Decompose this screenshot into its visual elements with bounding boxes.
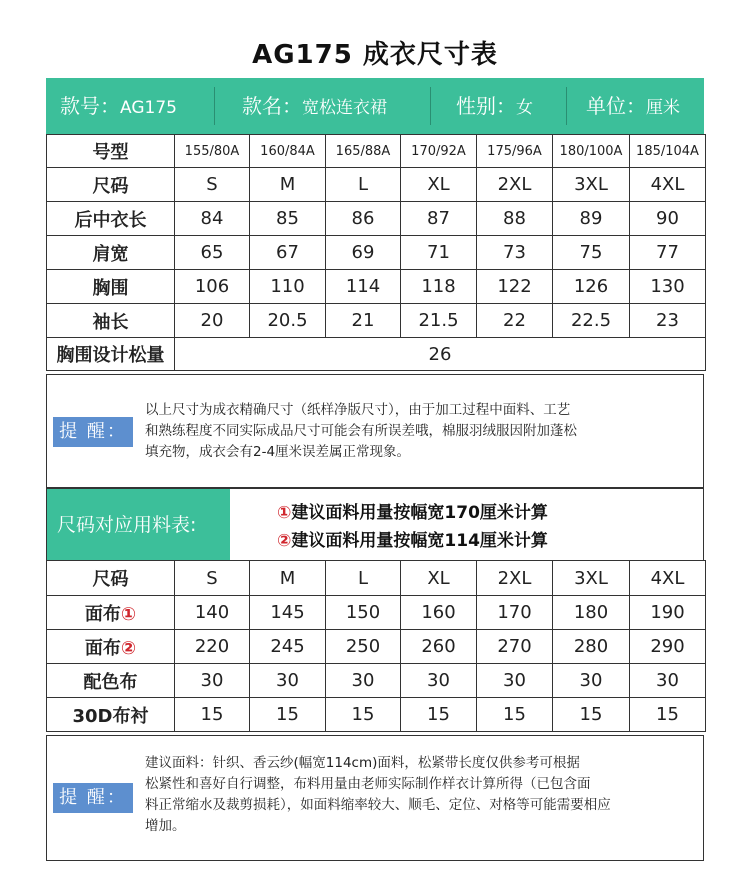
- value-cell: 22: [477, 304, 553, 338]
- reminder-line: 增加。: [145, 818, 186, 834]
- row-label-text: 面布: [84, 637, 121, 659]
- row-label: 尺码: [47, 561, 175, 596]
- row-label: 30D布衬: [47, 698, 175, 732]
- value-cell: 114: [326, 270, 401, 304]
- table-row-bust-ease: [47, 338, 706, 371]
- value-cell: 15: [630, 698, 706, 732]
- value-cell: 88: [477, 202, 553, 236]
- table-row-size: [47, 168, 706, 202]
- value-cell: 30: [326, 664, 401, 698]
- fabric-table: [46, 560, 706, 732]
- fabric-row-interfacing: [47, 698, 706, 732]
- value-cell: 30: [630, 664, 706, 698]
- value-cell: 84: [175, 202, 250, 236]
- size-cell: 2XL: [477, 168, 553, 202]
- value-cell: 290: [630, 630, 706, 664]
- value-cell: 250: [326, 630, 401, 664]
- model-cell: 185/104A: [630, 135, 706, 168]
- unit-label: 单位：: [586, 94, 646, 118]
- table-row-back-length: [47, 202, 706, 236]
- circle-two-mark: ②: [120, 637, 137, 659]
- value-cell: 75: [553, 236, 630, 270]
- value-cell: 260: [401, 630, 477, 664]
- style-name-value: 宽松连衣裙: [302, 98, 387, 118]
- reminder-tag: 提 醒：: [53, 783, 133, 813]
- fabric-reminder-note: [46, 735, 704, 861]
- value-cell: 118: [401, 270, 477, 304]
- band-divider: [566, 87, 567, 125]
- reminder-line: 松紧性和喜好自行调整，布料用量由老师实际制作样衣计算所得（已包含面: [145, 776, 591, 792]
- value-cell: 220: [175, 630, 250, 664]
- model-cell: 170/92A: [401, 135, 477, 168]
- fabric-row-contrast: [47, 664, 706, 698]
- reminder-text: [145, 400, 701, 463]
- model-cell: 175/96A: [477, 135, 553, 168]
- row-label: 胸围设计松量: [47, 338, 175, 371]
- value-cell: 30: [250, 664, 326, 698]
- row-label: 配色布: [47, 664, 175, 698]
- value-cell: 77: [630, 236, 706, 270]
- size-cell: 4XL: [630, 561, 706, 596]
- fabric-line-2: [277, 526, 548, 551]
- size-cell: 3XL: [553, 168, 630, 202]
- model-cell: 165/88A: [326, 135, 401, 168]
- table-row-sleeve: [47, 304, 706, 338]
- value-cell: 15: [326, 698, 401, 732]
- row-label: 尺码: [47, 168, 175, 202]
- bust-ease-cell: 26: [175, 338, 706, 371]
- reminder-line: 填充物，成衣会有2-4厘米误差属正常现象。: [145, 444, 411, 460]
- value-cell: 69: [326, 236, 401, 270]
- value-cell: 130: [630, 270, 706, 304]
- value-cell: 126: [553, 270, 630, 304]
- size-cell: L: [326, 168, 401, 202]
- row-label: 后中衣长: [47, 202, 175, 236]
- value-cell: 67: [250, 236, 326, 270]
- row-label: [47, 596, 175, 630]
- fabric-row-face-1: [47, 596, 706, 630]
- row-label: 胸围: [47, 270, 175, 304]
- value-cell: 106: [175, 270, 250, 304]
- value-cell: 122: [477, 270, 553, 304]
- circle-one-mark: ①: [120, 603, 137, 625]
- size-cell: XL: [401, 561, 477, 596]
- reminder-tag: 提 醒：: [53, 417, 133, 447]
- value-cell: 280: [553, 630, 630, 664]
- row-label: 袖长: [47, 304, 175, 338]
- style-no-label: 款号：: [60, 94, 120, 118]
- unit-field: [586, 78, 680, 134]
- value-cell: 180: [553, 596, 630, 630]
- row-label: [47, 630, 175, 664]
- size-cell: L: [326, 561, 401, 596]
- gender-label: 性别：: [456, 94, 516, 118]
- fabric-line-1: [277, 498, 548, 523]
- page-title: AG175 成衣尺寸表: [252, 40, 498, 70]
- table-row-bust: [47, 270, 706, 304]
- circle-two-mark: ②: [277, 531, 292, 551]
- size-table: [46, 134, 706, 371]
- fabric-row-size: [47, 561, 706, 596]
- gender-value: 女: [516, 98, 533, 118]
- size-cell: S: [175, 561, 250, 596]
- value-cell: 30: [175, 664, 250, 698]
- row-label: 号型: [47, 135, 175, 168]
- value-cell: 89: [553, 202, 630, 236]
- reminder-line: 料正常缩水及裁剪损耗），如面料缩率较大、顺毛、定位、对格等可能需要相应: [145, 797, 611, 813]
- fabric-row-face-2: [47, 630, 706, 664]
- gender-field: [456, 78, 533, 134]
- value-cell: 23: [630, 304, 706, 338]
- style-name-field: [242, 78, 387, 134]
- value-cell: 270: [477, 630, 553, 664]
- value-cell: 160: [401, 596, 477, 630]
- size-cell: M: [250, 168, 326, 202]
- value-cell: 87: [401, 202, 477, 236]
- reminder-line: 和熟练程度不同实际成品尺寸可能会有所误差哦，棉服羽绒服因附加蓬松: [145, 423, 577, 439]
- value-cell: 15: [553, 698, 630, 732]
- table-row-model: [47, 135, 706, 168]
- fabric-header: [46, 488, 704, 560]
- size-cell: S: [175, 168, 250, 202]
- size-cell: 4XL: [630, 168, 706, 202]
- value-cell: 15: [401, 698, 477, 732]
- value-cell: 190: [630, 596, 706, 630]
- table-row-shoulder: [47, 236, 706, 270]
- value-cell: 140: [175, 596, 250, 630]
- reminder-line: 建议面料：针织、香云纱(幅宽114cm)面料，松紧带长度仅供参考可根据: [145, 755, 580, 771]
- size-cell: 2XL: [477, 561, 553, 596]
- value-cell: 30: [401, 664, 477, 698]
- reminder-line: 以上尺寸为成衣精确尺寸（纸样净版尺寸），由于加工过程中面料、工艺: [145, 402, 571, 418]
- row-label-text: 面布: [84, 603, 121, 625]
- reminder-text: [145, 753, 701, 837]
- style-no-field: [60, 78, 177, 134]
- reminder-note: [46, 374, 704, 488]
- value-cell: 30: [477, 664, 553, 698]
- row-label: 肩宽: [47, 236, 175, 270]
- value-cell: 20.5: [250, 304, 326, 338]
- value-cell: 150: [326, 596, 401, 630]
- value-cell: 30: [553, 664, 630, 698]
- size-cell: XL: [401, 168, 477, 202]
- value-cell: 20: [175, 304, 250, 338]
- size-cell: M: [250, 561, 326, 596]
- unit-value: 厘米: [646, 98, 680, 118]
- value-cell: 73: [477, 236, 553, 270]
- value-cell: 15: [477, 698, 553, 732]
- band-divider: [430, 87, 431, 125]
- value-cell: 15: [175, 698, 250, 732]
- fabric-header-tag: 尺码对应用料表:: [47, 489, 230, 561]
- fabric-line-text: 建议面料用量按幅宽170厘米计算: [291, 503, 548, 523]
- value-cell: 71: [401, 236, 477, 270]
- fabric-line-text: 建议面料用量按幅宽114厘米计算: [291, 531, 548, 551]
- value-cell: 15: [250, 698, 326, 732]
- info-band: [46, 78, 704, 134]
- value-cell: 21: [326, 304, 401, 338]
- size-cell: 3XL: [553, 561, 630, 596]
- value-cell: 22.5: [553, 304, 630, 338]
- model-cell: 155/80A: [175, 135, 250, 168]
- value-cell: 90: [630, 202, 706, 236]
- value-cell: 86: [326, 202, 401, 236]
- value-cell: 145: [250, 596, 326, 630]
- model-cell: 180/100A: [553, 135, 630, 168]
- value-cell: 170: [477, 596, 553, 630]
- model-cell: 160/84A: [250, 135, 326, 168]
- value-cell: 85: [250, 202, 326, 236]
- circle-one-mark: ①: [277, 503, 292, 523]
- style-name-label: 款名：: [242, 94, 302, 118]
- value-cell: 245: [250, 630, 326, 664]
- band-divider: [214, 87, 215, 125]
- value-cell: 110: [250, 270, 326, 304]
- value-cell: 65: [175, 236, 250, 270]
- style-no-value: AG175: [120, 98, 177, 118]
- value-cell: 21.5: [401, 304, 477, 338]
